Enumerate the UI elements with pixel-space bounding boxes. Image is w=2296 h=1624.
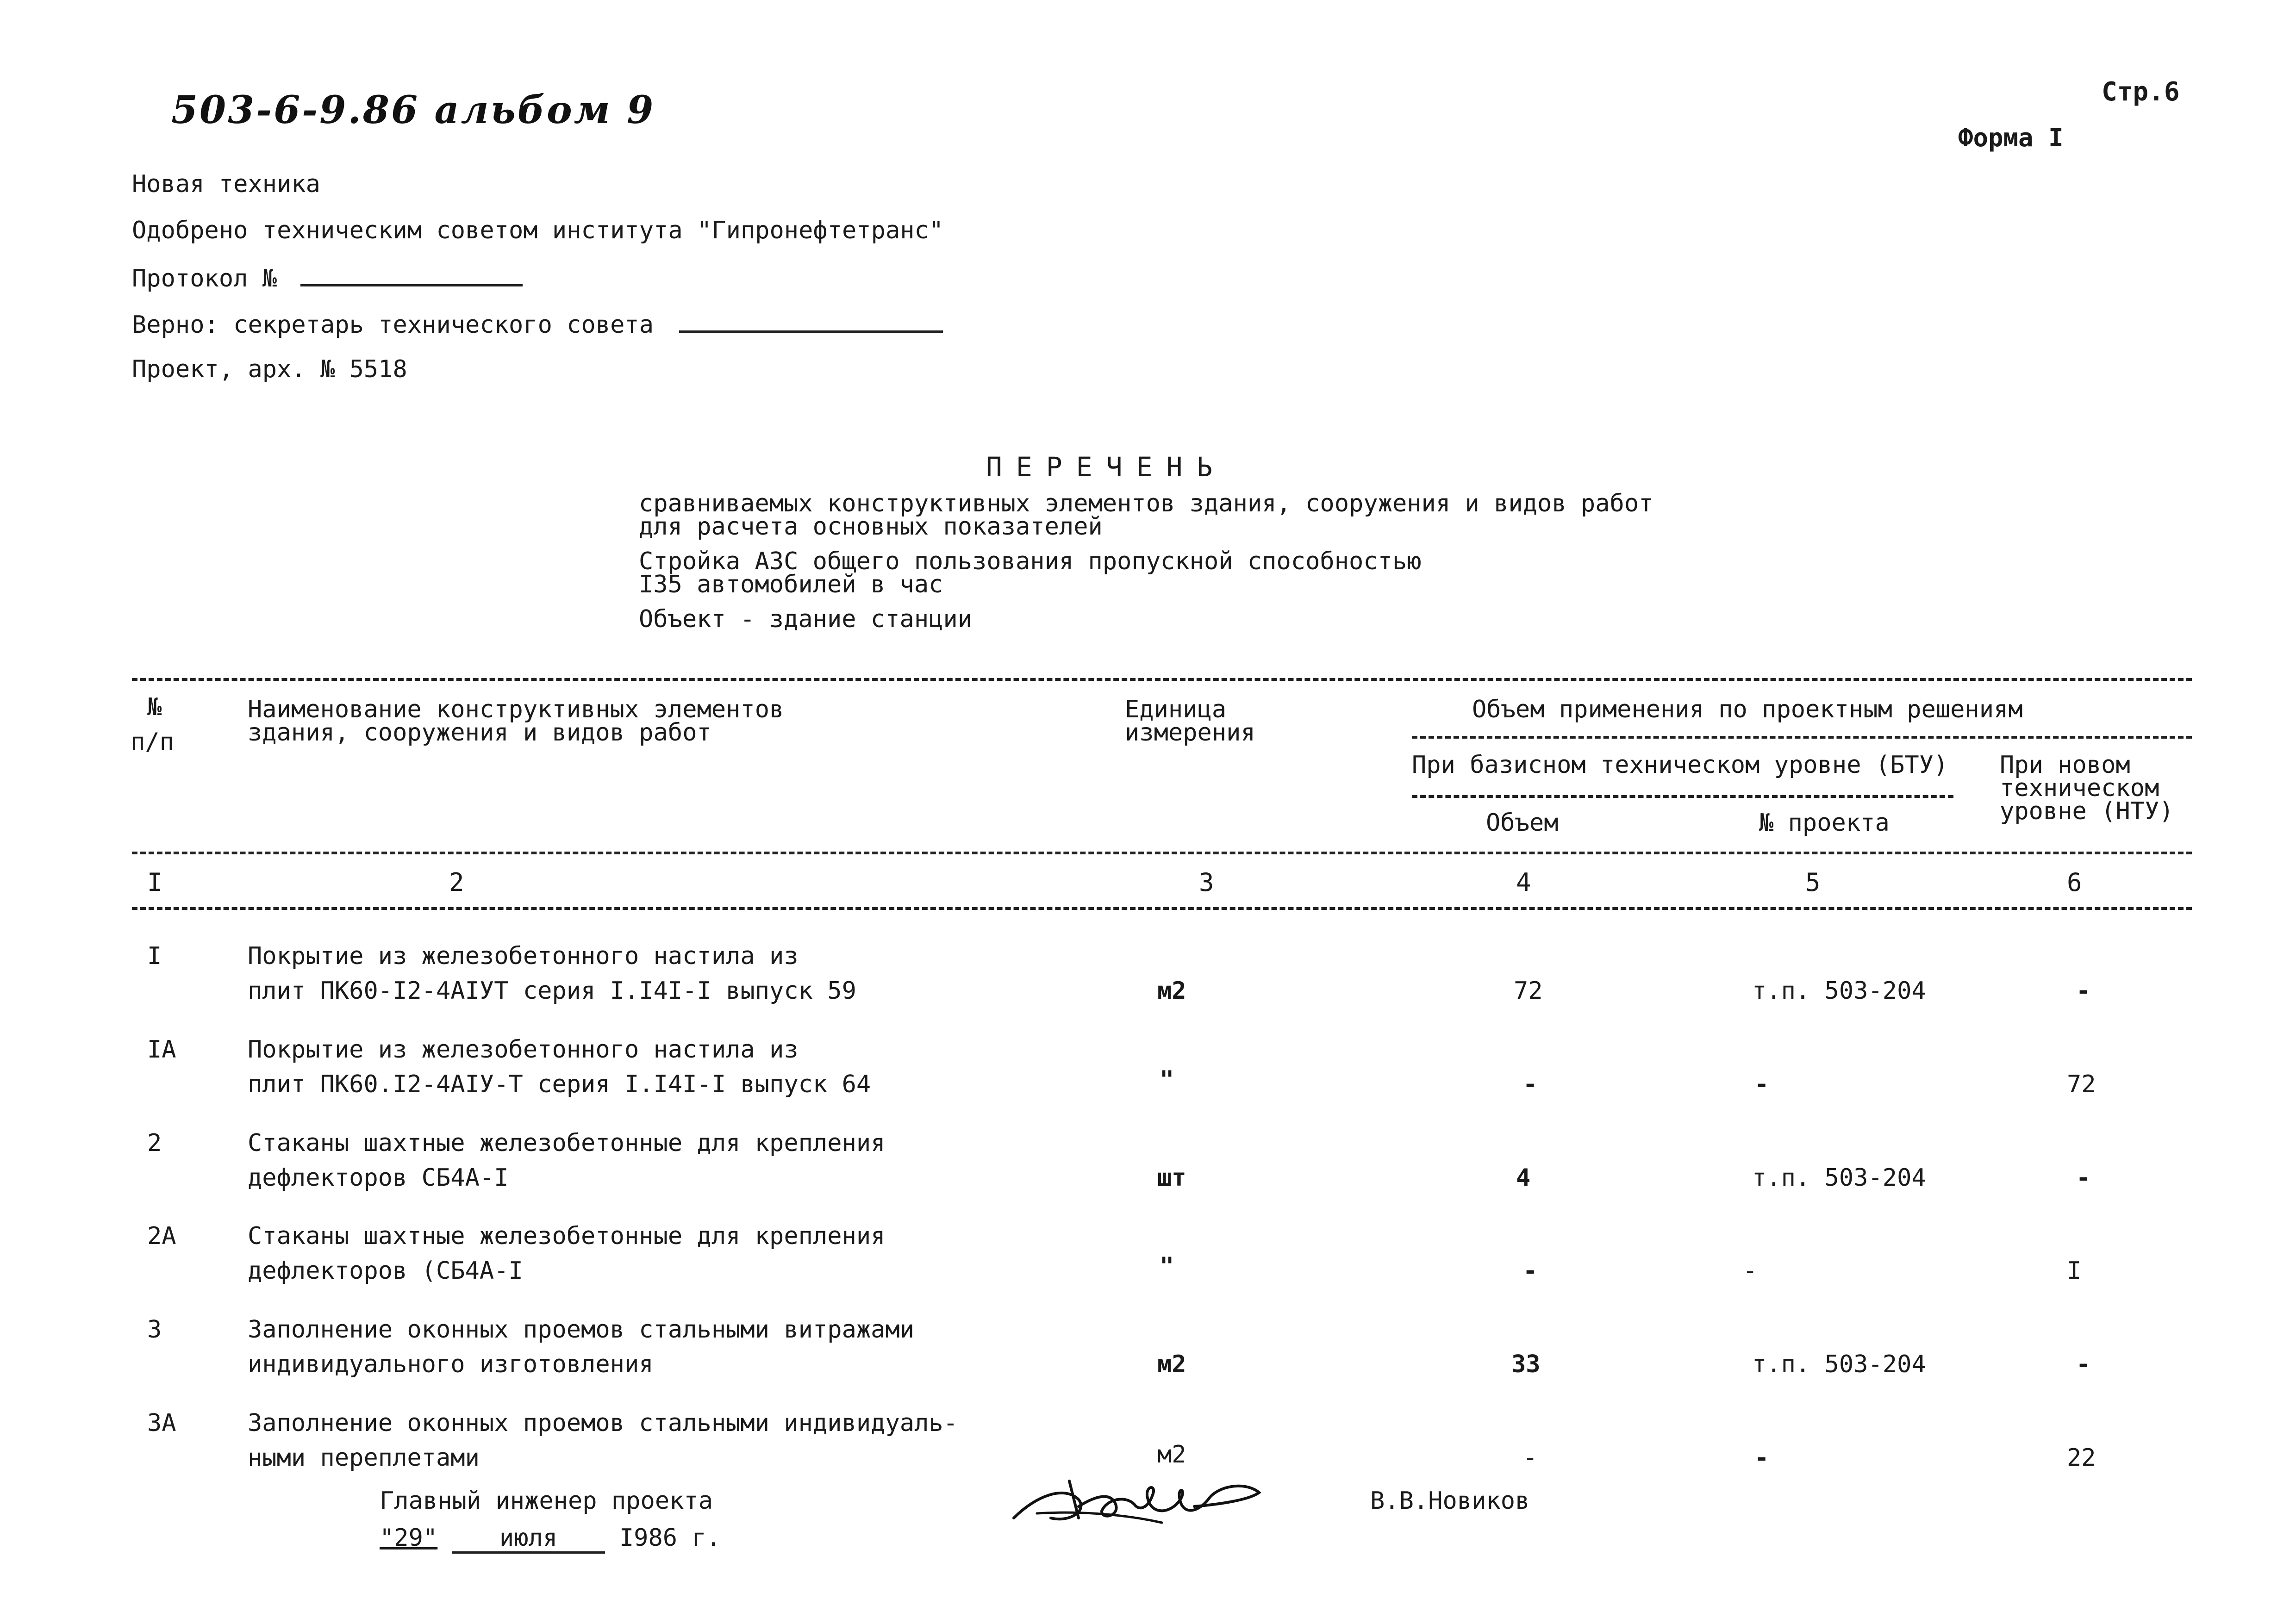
row-1-unit: м2 (1157, 977, 1186, 1005)
header-unit-line-2: измерения (1125, 719, 1255, 747)
row-3-name-1: Стаканы шахтные железобетонные для крепления (248, 1129, 886, 1157)
row-2-unit: " (1160, 1066, 1174, 1094)
column-number-1: I (147, 868, 162, 897)
row-3-ntu: - (2076, 1164, 2091, 1192)
column-number-6: 6 (2067, 868, 2082, 897)
header-ntu-line-1: При новом (2000, 751, 2130, 779)
header-project-no: № проекта (1759, 809, 1890, 837)
secretary-blank (679, 310, 943, 333)
secretary-line (132, 310, 943, 338)
row-1-name-2: плит ПК60-I2-4АIУТ серия I.I4I-I выпуск 59 (248, 977, 856, 1005)
row-6-project: - (1754, 1444, 1769, 1472)
capacity-line: I35 автомобилей в час (639, 571, 943, 598)
secretary-label: Верно: секретарь технического совета (132, 311, 654, 339)
header-volume: Объем (1486, 809, 1559, 837)
row-1-name-1: Покрытие из железобетонного настила из (248, 942, 799, 970)
header-num-pp: п/п (131, 728, 174, 756)
header-num-symbol: № (147, 693, 162, 721)
row-1-project: т.п. 503-204 (1752, 977, 1926, 1005)
approved-by-line: Одобрено техническим советом института "Гипронефтетранс" (132, 217, 944, 244)
row-5-ntu: - (2076, 1350, 2091, 1378)
row-2-project: - (1754, 1070, 1769, 1098)
protocol-line (132, 264, 523, 292)
project-archive-line: Проект, арх. № 5518 (132, 355, 407, 383)
row-5-project: т.п. 503-204 (1752, 1350, 1926, 1378)
column-number-2: 2 (449, 868, 464, 897)
date-day: "29" (380, 1524, 438, 1552)
row-6-name-1: Заполнение оконных проемов стальными индивидуаль- (248, 1409, 958, 1437)
album-handwritten: 503-6-9.86 альбом 9 (171, 88, 655, 132)
header-ntu-line-2: техническом (2000, 774, 2159, 802)
row-3-num: 2 (147, 1129, 162, 1157)
row-6-num: 3А (147, 1409, 176, 1437)
row-3-unit: шт (1157, 1164, 1186, 1192)
row-2-volume: - (1523, 1070, 1538, 1098)
row-4-volume: - (1523, 1257, 1538, 1285)
header-volume-group: Объем применения по проектным решениям (1472, 696, 2023, 723)
volume-group-rule (1412, 736, 2192, 739)
header-name-line-1: Наименование конструктивных элементов (248, 696, 784, 723)
object-line: Объект - здание станции (639, 605, 973, 633)
title-sub-2: для расчета основных показателей (639, 513, 1103, 541)
row-1-volume: 72 (1514, 977, 1543, 1005)
row-6-name-2: ными переплетами (248, 1444, 480, 1472)
row-4-num: 2А (147, 1222, 176, 1250)
row-1-num: I (147, 942, 162, 970)
row-4-project: - (1743, 1257, 1758, 1285)
title-sub-1: сравниваемых конструктивных элементов здания, сооружения и видов работ (639, 490, 1653, 517)
btu-group-rule (1412, 795, 1953, 798)
row-2-name-2: плит ПК60.I2-4АIУ-Т серия I.I4I-I выпуск 64 (248, 1070, 871, 1098)
date-month: июля (452, 1525, 605, 1554)
header-name-line-2: здания, сооружения и видов работ (248, 719, 711, 747)
column-numbers-rule (132, 907, 2192, 910)
row-5-name-2: индивидуального изготовления (248, 1350, 654, 1378)
protocol-blank (300, 264, 523, 286)
row-3-name-2: дефлекторов СБ4А-I (248, 1164, 509, 1192)
row-2-ntu: 72 (2067, 1070, 2096, 1098)
row-2-num: IА (147, 1036, 176, 1064)
column-number-3: 3 (1199, 868, 1214, 897)
signing-date (380, 1525, 721, 1554)
row-4-ntu: I (2067, 1257, 2082, 1285)
row-3-project: т.п. 503-204 (1752, 1164, 1926, 1192)
construction-site-line: Стройка АЗС общего пользования пропускной способностью (639, 548, 1422, 575)
new-technology-label: Новая техника (132, 170, 320, 198)
form-label: Форма I (1958, 123, 2064, 152)
signature-image (1009, 1467, 1268, 1532)
header-unit-line-1: Единица (1125, 696, 1227, 723)
row-4-unit: " (1160, 1252, 1174, 1280)
row-5-unit: м2 (1157, 1350, 1186, 1378)
page-number: Стр.6 (2102, 77, 2180, 107)
chief-engineer-label: Главный инженер проекта (380, 1487, 713, 1515)
row-3-volume: 4 (1516, 1164, 1531, 1192)
header-ntu-line-3: уровне (НТУ) (2000, 797, 2174, 825)
column-number-4: 4 (1516, 868, 1531, 897)
row-5-volume: 33 (1511, 1350, 1541, 1378)
row-2-name-1: Покрытие из железобетонного настила из (248, 1036, 799, 1064)
protocol-label: Протокол № (132, 265, 277, 292)
row-6-unit: м2 (1157, 1441, 1186, 1468)
row-5-num: 3 (147, 1316, 162, 1344)
row-6-ntu: 22 (2067, 1444, 2096, 1472)
row-6-volume: - (1523, 1444, 1538, 1472)
row-4-name-1: Стаканы шахтные железобетонные для крепления (248, 1222, 886, 1250)
document-title: ПЕРЕЧЕНЬ (986, 451, 1227, 483)
engineer-name: В.В.Новиков (1370, 1487, 1530, 1515)
row-4-name-2: дефлекторов (СБ4А-I (248, 1257, 523, 1285)
header-bottom-rule (132, 852, 2192, 854)
header-btu-group: При базисном техническом уровне (БТУ) (1412, 751, 1948, 779)
table-top-rule (132, 678, 2192, 681)
row-1-ntu: - (2076, 977, 2091, 1005)
column-number-5: 5 (1805, 868, 1821, 897)
row-5-name-1: Заполнение оконных проемов стальными витражами (248, 1316, 915, 1344)
date-year: I986 г. (619, 1524, 721, 1552)
